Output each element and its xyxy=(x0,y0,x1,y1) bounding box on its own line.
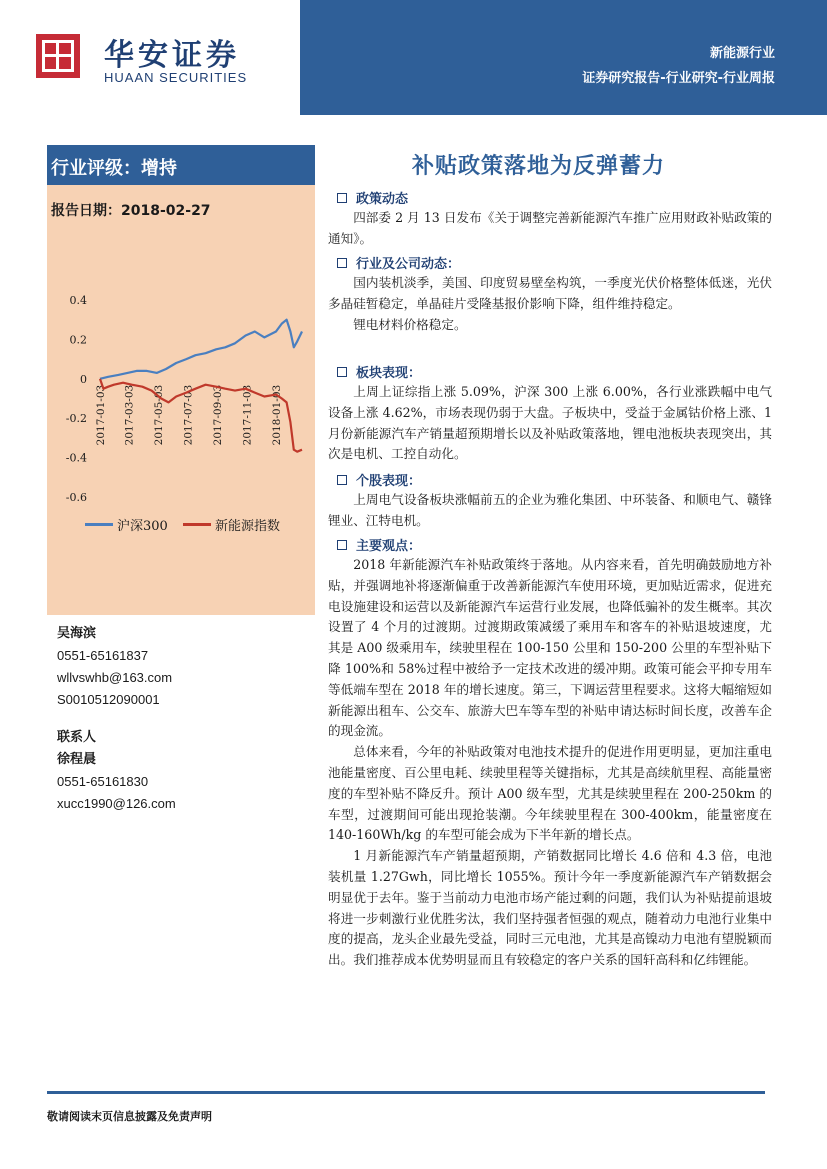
contact-line: 徐程晨 xyxy=(57,752,97,767)
report-date: 报告日期：2018-02-27 xyxy=(51,203,211,219)
section-heading xyxy=(337,535,421,554)
section-body xyxy=(328,490,772,532)
y-tick-label: -0.6 xyxy=(65,491,87,504)
footer-disclaimer: 敬请阅读末页信息披露及免责声明 xyxy=(47,1110,212,1123)
contact-line: 吴海滨 xyxy=(57,626,97,641)
section-heading-text: 板块表现： xyxy=(356,366,422,381)
body-paragraph: 上周上证综指上涨 5.09%，沪深 300 上涨 6.00%，各行业涨跌幅中电气设备上涨 4.62%，市场表现仍弱于大盘。子板块中，受益于金属钴价格上涨、1 月份新能源汽车产销量超预期增长以及补贴政策落地，锂电池板块表现突出，其次是电机、工控自动化。 xyxy=(328,384,772,462)
legend-item xyxy=(85,515,168,534)
footer-divider xyxy=(47,1091,765,1094)
header-industry: 新能源行业 xyxy=(709,46,775,61)
checkbox-bullet-icon xyxy=(337,367,347,377)
legend-label: 沪深300 xyxy=(117,519,168,534)
company-logo-icon xyxy=(36,34,80,78)
body-paragraph: 锂电材料价格稳定。 xyxy=(353,316,467,332)
body-paragraph: 总体来看，今年的补贴政策对电池技术提升的促进作用更明显，更加注重电池能量密度、百公里电耗、续驶里程等关键指标，尤其是高续航里程、高能量密度的车型补贴不降反升。预计 A00 级车型，尤其是续驶里程在 200-250km 的车型，过渡期间可能出现抢装潮。今年续驶里程在 300-400km，能量密度在 140-160Wh/kg 的车型可能会成为下半年新的增长点。 xyxy=(328,744,772,843)
section-body xyxy=(328,208,772,250)
y-tick-label: -0.4 xyxy=(65,451,87,465)
x-tick-label: 2018-01-03 xyxy=(270,384,283,446)
legend-swatch xyxy=(85,523,113,526)
body-paragraph: 四部委 2 月 13 日发布《关于调整完善新能源汽车推广应用财政补贴政策的通知》。 xyxy=(328,210,772,246)
section-heading xyxy=(337,470,421,489)
checkbox-bullet-icon xyxy=(337,475,347,485)
series-line-hs300 xyxy=(100,320,302,379)
page-header xyxy=(0,0,827,115)
logo-area xyxy=(0,0,300,115)
y-tick-label: 0 xyxy=(80,372,87,386)
contact-line: 联系人 xyxy=(57,730,97,745)
contact-line: xucc1990@126.com xyxy=(57,796,176,811)
logo-chinese-name: 华安证券 xyxy=(104,38,240,73)
section-heading-text: 个股表现： xyxy=(356,474,422,489)
checkbox-bullet-icon xyxy=(337,193,347,203)
contact-line: 0551-65161837 xyxy=(57,648,149,663)
body-paragraph: 2018 年新能源汽车补贴政策终于落地。从内容来看，首先明确鼓励地方补贴，并强调地补将逐渐偏重于改善新能源汽车使用环境，更加贴近需求，促进充电设施建设和运营以及新能源汽车运营行业发展，也降低骗补的发生概率。其次设置了 4 个月的过渡期。过渡期政策减缓了乘用车和客车的补贴退坡速度，尤其是 A00 级乘用车，续驶里程在 100-150 公里和 150-200 公里的车型补贴下降 100%和 58%过程中被给予一定技术改进的缓冲期。政策可能会平抑专用车等低端车型在 2018 年的增长速度。第三，下调运营里程要求。这将大幅缩短如新能源出租车、公交车、旅游大巴车等车型的补贴申请达标时间长度，改善车企的现金流。 xyxy=(328,557,772,739)
logo-english-name: HUAAN SECURITIES xyxy=(104,70,248,85)
section-heading-text: 政策动态 xyxy=(356,192,409,207)
industry-rating: 行业评级：增持 xyxy=(47,145,315,185)
report-title: 补贴政策落地为反弹蓄力 xyxy=(412,154,666,179)
y-tick-label: -0.2 xyxy=(65,412,87,426)
section-body xyxy=(328,382,772,465)
checkbox-bullet-icon xyxy=(337,258,347,268)
section-body xyxy=(328,555,772,971)
section-heading-text: 主要观点： xyxy=(356,539,422,554)
y-tick-label: 0.4 xyxy=(69,294,87,307)
legend-swatch xyxy=(183,523,211,526)
x-tick-label: 2017-03-03 xyxy=(123,384,136,446)
section-heading xyxy=(337,253,460,272)
y-tick-label: 0.2 xyxy=(69,333,87,347)
contact-line: 0551-65161830 xyxy=(57,774,149,789)
checkbox-bullet-icon xyxy=(337,540,347,550)
body-paragraph: 上周电气设备板块涨幅前五的企业为雅化集团、中环装备、和顺电气、赣锋锂业、江特电机。 xyxy=(328,492,772,528)
section-body xyxy=(328,273,772,335)
body-paragraph: 1 月新能源汽车产销量超预期，产销数据同比增长 4.6 倍和 4.3 倍，电池装机量 1.27Gwh，同比增长 1055%。预计今年一季度新能源汽车产销数据会明显优于去年。鉴于当前动力电池市场产能过剩的问题，我们认为补贴提前退坡将进一步刺激行业优胜劣汰，我们坚持强者恒强的观点，随着动力电池行业集中度的提高，龙头企业最先受益，同时三元电池，尤其是高镍动力电池有望脱颖而出。我们推荐成本优势明显而且有较稳定的客户关系的国轩高科和亿纬锂能。 xyxy=(328,848,772,968)
legend-item xyxy=(183,515,280,534)
x-tick-label: 2017-01-03 xyxy=(95,384,107,446)
x-tick-label: 2017-11-03 xyxy=(241,384,254,446)
body-paragraph: 国内装机淡季，美国、印度贸易壁垒构筑，一季度光伏价格整体低迷，光伏多晶硅暂稳定，单晶硅片受隆基报价影响下降，组件维持稳定。 xyxy=(328,275,772,311)
x-tick-label: 2017-05-03 xyxy=(152,384,165,446)
contact-line: wllvswhb@163.com xyxy=(57,670,173,685)
section-heading-text: 行业及公司动态： xyxy=(356,257,461,272)
header-report-type: 证券研究报告-行业研究-行业周报 xyxy=(582,71,775,86)
section-heading xyxy=(337,188,408,207)
legend-label: 新能源指数 xyxy=(215,519,281,534)
contact-line: S0010512090001 xyxy=(57,692,160,707)
x-tick-label: 2017-09-03 xyxy=(212,384,225,446)
section-heading xyxy=(337,362,421,381)
index-performance-chart xyxy=(47,275,315,515)
x-tick-label: 2017-07-03 xyxy=(182,384,195,446)
